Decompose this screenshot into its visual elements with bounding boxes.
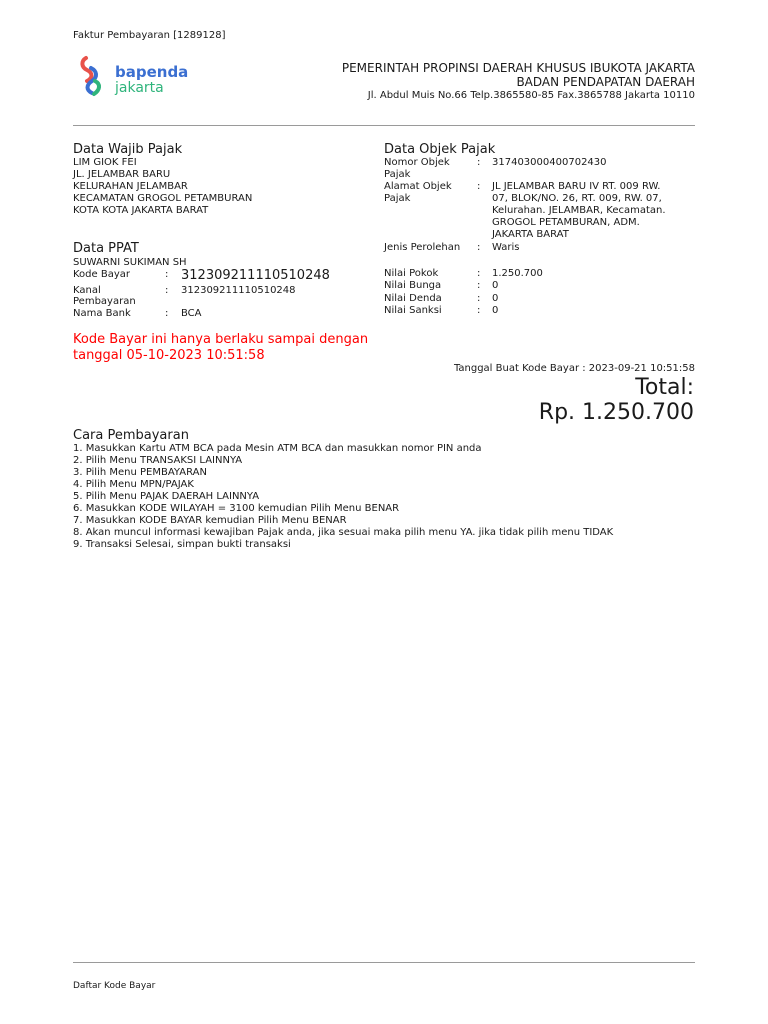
- ppat-name: SUWARNI SUKIMAN SH: [73, 257, 187, 268]
- pokok-value: 1.250.700: [492, 268, 543, 279]
- perolehan-colon: :: [477, 242, 481, 253]
- wajib-pajak-line: KOTA KOTA JAKARTA BARAT: [73, 205, 209, 216]
- wajib-pajak-lines: [73, 157, 252, 217]
- kanal-colon: :: [165, 285, 169, 296]
- payment-step: 9. Transaksi Selesai, simpan bukti transaksi: [73, 539, 291, 550]
- payment-step: 7. Masukkan KODE BAYAR kemudian Pilih Menu BENAR: [73, 515, 347, 526]
- created-date: Tanggal Buat Kode Bayar : 2023-09-21 10:51:58: [453, 363, 695, 374]
- alamat-line: GROGOL PETAMBURAN, ADM.: [492, 217, 640, 228]
- ppat-title: Data PPAT: [73, 241, 139, 256]
- kanal-value: 312309211110510248: [181, 285, 296, 296]
- alamat-line: Kelurahan. JELAMBAR, Kecamatan.: [492, 205, 666, 216]
- wajib-pajak-line: KELURAHAN JELAMBAR: [73, 181, 188, 192]
- bapenda-logo: [78, 55, 198, 99]
- payment-steps: [73, 443, 613, 551]
- denda-label: Nilai Denda: [384, 293, 442, 304]
- bunga-label: Nilai Bunga: [384, 280, 442, 291]
- alamat-label-2: Pajak: [384, 193, 411, 204]
- payment-step: 8. Akan muncul informasi kewajiban Pajak anda, jika sesuai maka pilih menu YA. jika tidak pilih menu TIDAK: [73, 527, 614, 538]
- logo-word-jakarta: jakarta: [115, 80, 164, 96]
- cara-title: Cara Pembayaran: [73, 428, 189, 443]
- denda-colon: :: [477, 293, 481, 304]
- gov-address: Jl. Abdul Muis No.66 Telp.3865580-85 Fax.3865788 Jakarta 10110: [367, 90, 695, 101]
- kanal-label-1: Kanal: [73, 285, 101, 296]
- invoice-title: Faktur Pembayaran [1289128]: [73, 30, 226, 41]
- nop-label-2: Pajak: [384, 169, 411, 180]
- total-label: Total:: [635, 375, 694, 400]
- bank-value: BCA: [181, 308, 202, 319]
- alamat-label-1: Alamat Objek: [384, 181, 452, 192]
- expiry-notice-line-2: tanggal 05-10-2023 10:51:58: [73, 348, 265, 363]
- payment-step: 2. Pilih Menu TRANSAKSI LAINNYA: [73, 455, 243, 466]
- gov-line-1: PEMERINTAH PROPINSI DAERAH KHUSUS IBUKOTA JAKARTA: [341, 61, 695, 75]
- nop-label-1: Nomor Objek: [384, 157, 450, 168]
- payment-step: 3. Pilih Menu PEMBAYARAN: [73, 467, 207, 478]
- pokok-colon: :: [477, 268, 481, 279]
- bank-colon: :: [165, 308, 169, 319]
- logo-mark-icon: [78, 55, 108, 99]
- sanksi-label: Nilai Sanksi: [384, 305, 442, 316]
- payment-step: 1. Masukkan Kartu ATM BCA pada Mesin ATM BCA dan masukkan nomor PIN anda: [73, 443, 482, 454]
- objek-pajak-title: Data Objek Pajak: [384, 142, 496, 157]
- nop-colon: :: [477, 157, 481, 168]
- kode-bayar-colon: :: [165, 269, 169, 280]
- alamat-line: JL JELAMBAR BARU IV RT. 009 RW.: [492, 181, 661, 192]
- payment-step: 6. Masukkan KODE WILAYAH = 3100 kemudian Pilih Menu BENAR: [73, 503, 400, 514]
- pokok-label: Nilai Pokok: [384, 268, 439, 279]
- wajib-pajak-line: KECAMATAN GROGOL PETAMBURAN: [73, 193, 253, 204]
- kode-bayar-label: Kode Bayar: [73, 269, 131, 280]
- gov-line-2: BADAN PENDAPATAN DAERAH: [516, 75, 695, 89]
- payment-step: 5. Pilih Menu PAJAK DAERAH LAINNYA: [73, 491, 260, 502]
- footer-label: Daftar Kode Bayar: [73, 981, 156, 991]
- perolehan-label: Jenis Perolehan: [384, 242, 461, 253]
- wajib-pajak-title: Data Wajib Pajak: [73, 142, 183, 157]
- sanksi-colon: :: [477, 305, 481, 316]
- alamat-line: JAKARTA BARAT: [492, 229, 569, 240]
- alamat-line: 07, BLOK/NO. 26, RT. 009, RW. 07,: [492, 193, 662, 204]
- expiry-notice-line-1: Kode Bayar ini hanya berlaku sampai dengan: [73, 332, 369, 347]
- alamat-colon: :: [477, 181, 481, 192]
- bank-label: Nama Bank: [73, 308, 131, 319]
- bunga-value: 0: [492, 280, 499, 291]
- nop-value: 317403000400702430: [492, 157, 607, 168]
- kanal-label-2: Pembayaran: [73, 296, 136, 307]
- wajib-pajak-line: JL. JELAMBAR BARU: [73, 169, 171, 180]
- logo-word-bapenda: bapenda: [115, 63, 189, 81]
- header-divider: [73, 125, 695, 126]
- total-amount: Rp. 1.250.700: [538, 400, 694, 425]
- kode-bayar-value: 312309211110510248: [181, 268, 330, 283]
- payment-step: 4. Pilih Menu MPN/PAJAK: [73, 479, 194, 490]
- footer-divider: [73, 962, 695, 963]
- sanksi-value: 0: [492, 305, 499, 316]
- bunga-colon: :: [477, 280, 481, 291]
- denda-value: 0: [492, 293, 499, 304]
- wajib-pajak-line: LIM GIOK FEI: [73, 157, 137, 168]
- alamat-value: [492, 181, 666, 241]
- perolehan-value: Waris: [492, 242, 520, 253]
